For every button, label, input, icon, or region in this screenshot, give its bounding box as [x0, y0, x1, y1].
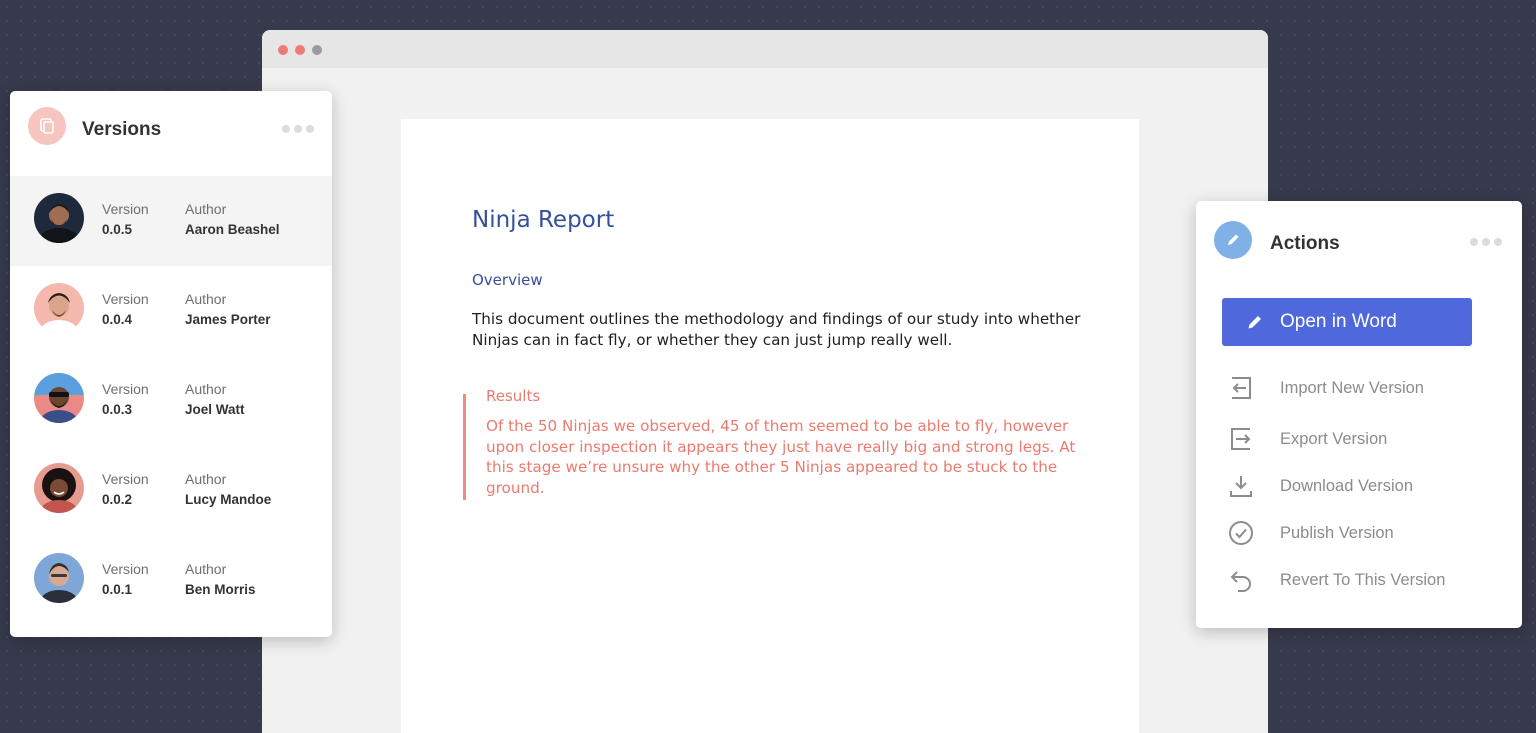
overview-heading: Overview: [472, 271, 543, 289]
document-copy-icon: [28, 107, 66, 145]
import-icon: [1226, 375, 1256, 401]
version-row[interactable]: [10, 536, 332, 626]
version-row[interactable]: [10, 176, 332, 266]
actions-more-icon[interactable]: [1470, 238, 1502, 246]
action-label: Revert To This Version: [1280, 570, 1446, 589]
version-number: 0.0.4: [102, 312, 133, 327]
import-new-version-action[interactable]: [1226, 371, 1496, 405]
author-name: Lucy Mandoe: [185, 492, 272, 507]
versions-title: Versions: [82, 119, 162, 140]
pencil-icon: [1246, 313, 1264, 331]
action-label: Import New Version: [1280, 378, 1424, 397]
author-label: Author: [185, 471, 227, 487]
version-number: 0.0.3: [102, 402, 133, 417]
results-quote-bar: [463, 394, 466, 500]
author-name: Joel Watt: [185, 402, 245, 417]
window-maximize-button[interactable]: [312, 45, 322, 55]
versions-header: [10, 91, 332, 171]
version-row[interactable]: [10, 266, 332, 356]
version-label: Version: [102, 471, 149, 487]
versions-panel: [10, 91, 332, 637]
window-minimize-button[interactable]: [295, 45, 305, 55]
versions-more-icon[interactable]: [282, 125, 314, 133]
overview-text: This document outlines the methodology and findings of our study into whether Ninjas can in fact fly, or whether they can just jump really well.: [472, 310, 1081, 349]
version-number: 0.0.5: [102, 222, 133, 237]
actions-panel: [1196, 201, 1522, 628]
author-label: Author: [185, 381, 227, 397]
document-page: [401, 119, 1139, 733]
avatar: [34, 283, 84, 333]
action-label: Export Version: [1280, 429, 1388, 448]
window-close-button[interactable]: [278, 45, 288, 55]
download-icon: [1226, 473, 1256, 499]
version-label: Version: [102, 291, 149, 307]
version-label: Version: [102, 201, 149, 217]
avatar: [34, 553, 84, 603]
browser-title-bar: [262, 30, 1268, 68]
export-version-action[interactable]: [1226, 422, 1496, 456]
version-row[interactable]: [10, 446, 332, 536]
actions-title: Actions: [1270, 233, 1340, 254]
author-label: Author: [185, 291, 227, 307]
results-text: Of the 50 Ninjas we observed, 45 of them seemed to be able to fly, however upon closer inspection it appears they just have really big and strong legs. At this stage we’re unsure why the other 5 Ninjas appeared to be stuck to the ground.: [486, 417, 1076, 497]
actions-header: [1196, 201, 1522, 281]
action-label: Publish Version: [1280, 523, 1394, 542]
results-heading: Results: [486, 387, 541, 405]
check-circle-icon: [1226, 520, 1256, 546]
document-title: Ninja Report: [472, 207, 615, 233]
version-number: 0.0.1: [102, 582, 133, 597]
browser-window: [262, 30, 1268, 733]
open-in-word-button[interactable]: [1222, 298, 1472, 346]
author-name: James Porter: [185, 312, 271, 327]
version-row[interactable]: [10, 356, 332, 446]
publish-version-action[interactable]: [1226, 516, 1496, 550]
open-in-word-label: Open in Word: [1280, 311, 1397, 332]
avatar: [34, 373, 84, 423]
revert-icon: [1226, 567, 1256, 593]
action-label: Download Version: [1280, 476, 1413, 495]
export-icon: [1226, 426, 1256, 452]
version-number: 0.0.2: [102, 492, 133, 507]
version-label: Version: [102, 561, 149, 577]
author-label: Author: [185, 201, 227, 217]
revert-version-action[interactable]: [1226, 563, 1496, 597]
avatar: [34, 193, 84, 243]
author-name: Aaron Beashel: [185, 222, 280, 237]
avatar: [34, 463, 84, 513]
pencil-icon: [1214, 221, 1252, 259]
download-version-action[interactable]: [1226, 469, 1496, 503]
author-name: Ben Morris: [185, 582, 256, 597]
author-label: Author: [185, 561, 227, 577]
version-label: Version: [102, 381, 149, 397]
